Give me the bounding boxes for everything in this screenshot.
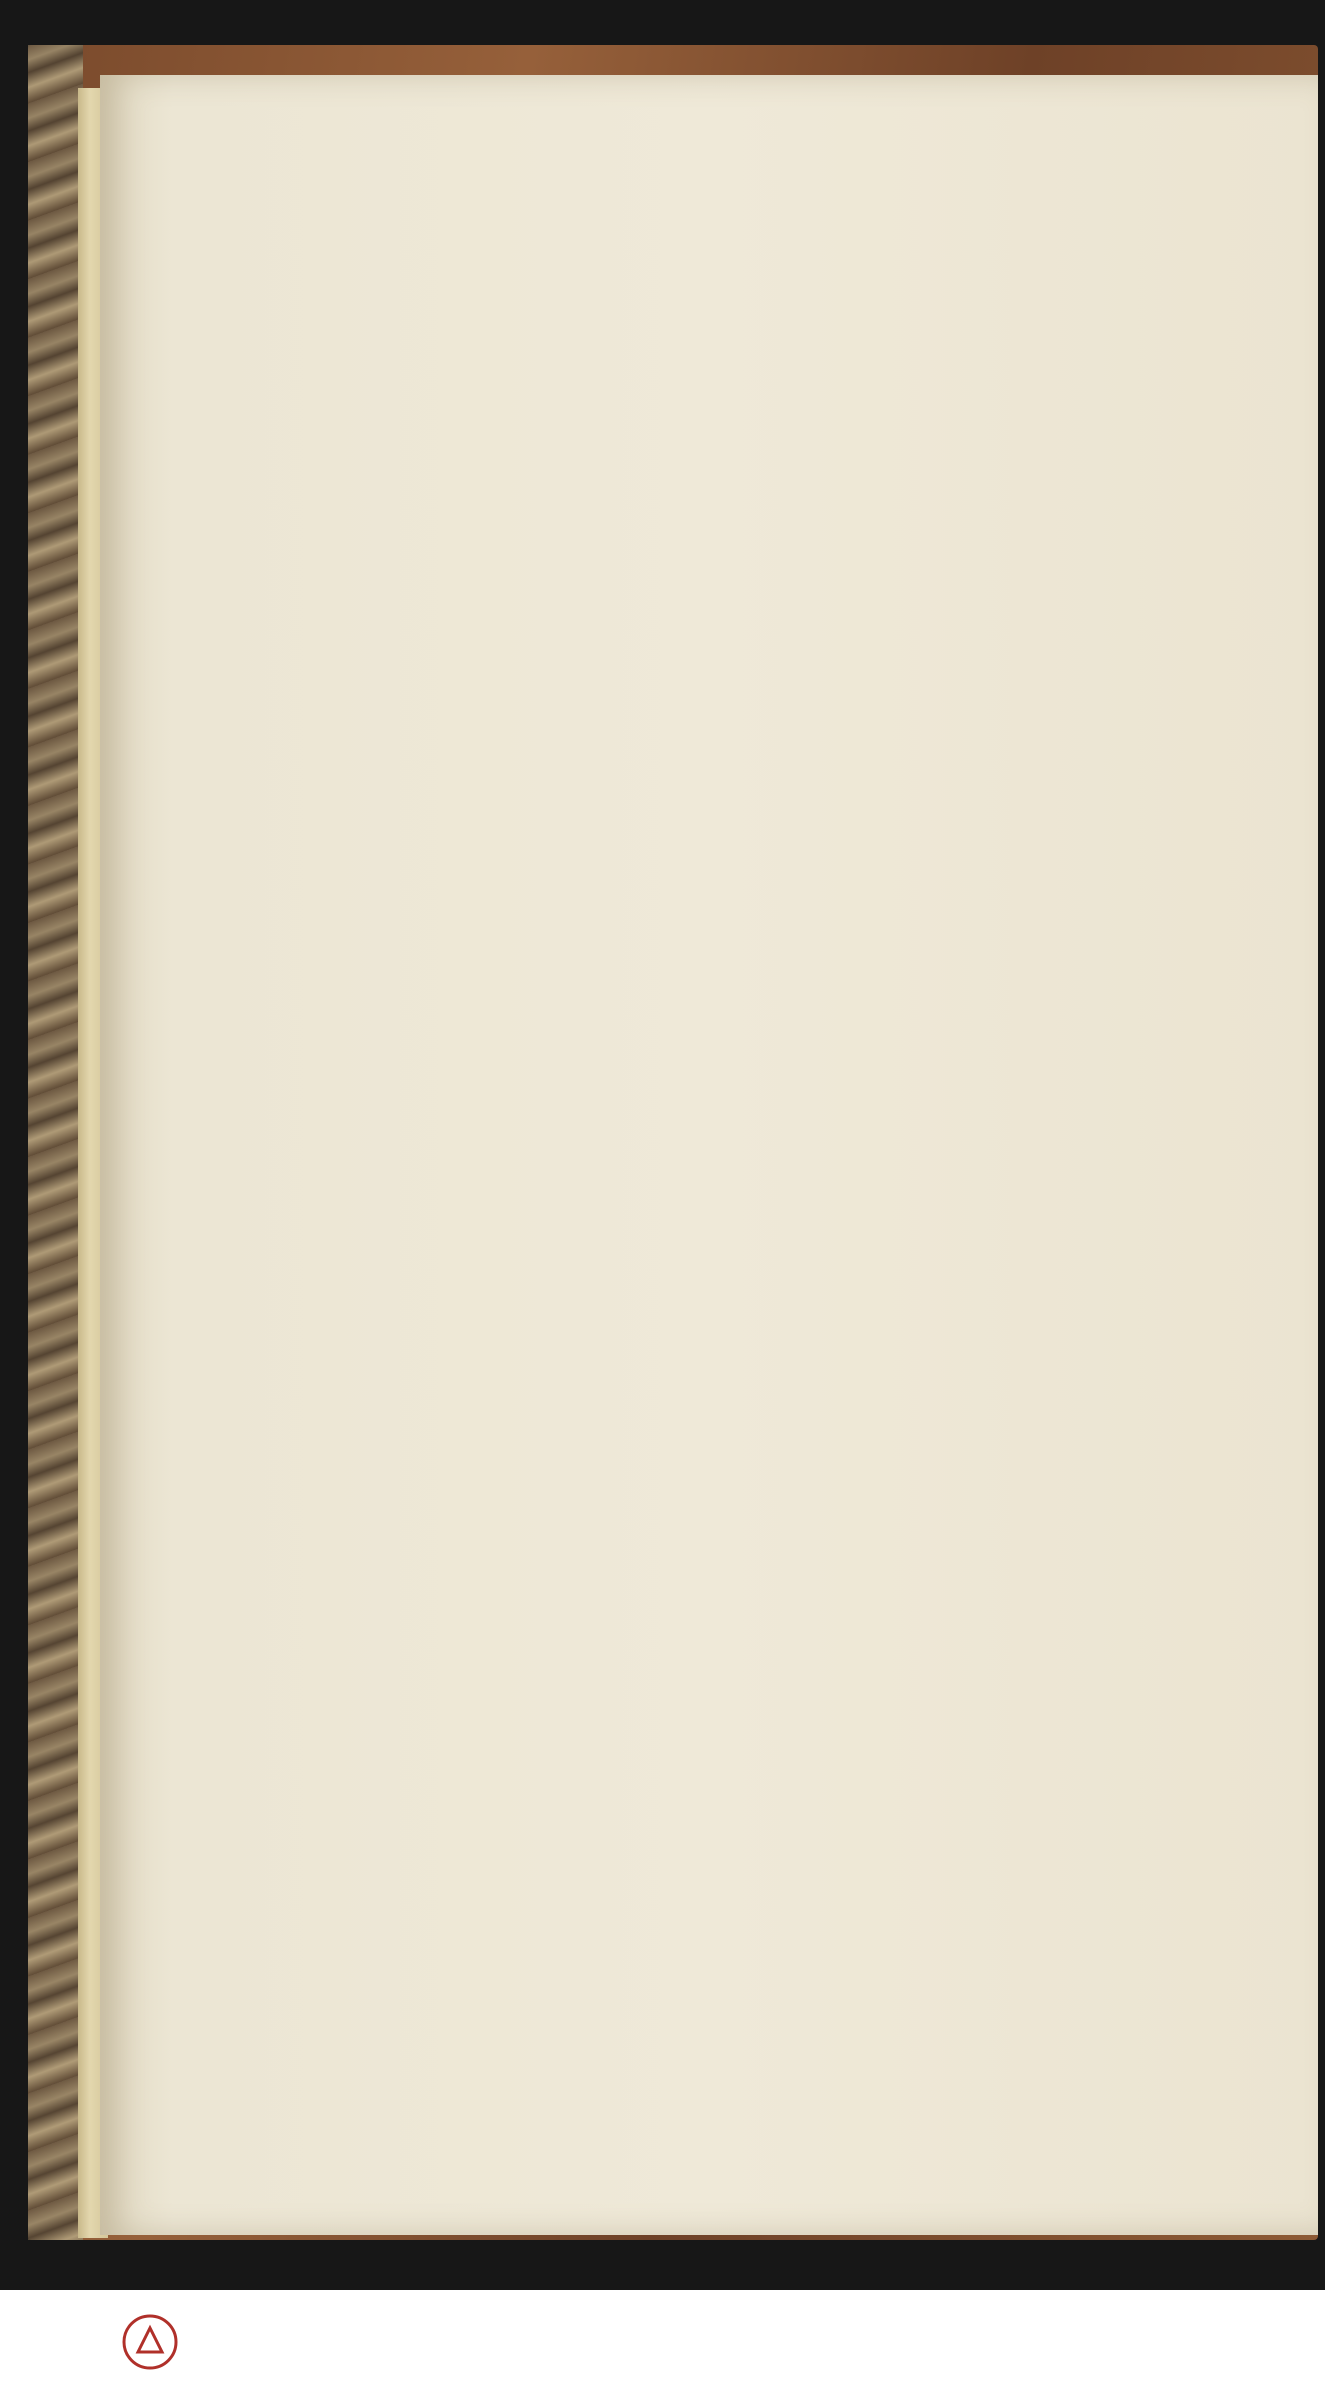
- rx-line: [410, 817, 606, 864]
- rx-line: [410, 676, 606, 723]
- book-page: [100, 75, 1318, 2235]
- footer-bar: [0, 2290, 1325, 2387]
- university-seal-icon: [120, 2312, 180, 2372]
- rx-line: [410, 770, 606, 817]
- marbled-endpaper: [28, 45, 83, 2240]
- rx-md: [410, 864, 606, 911]
- rx-line: [410, 723, 606, 770]
- rx-signa: [410, 911, 606, 958]
